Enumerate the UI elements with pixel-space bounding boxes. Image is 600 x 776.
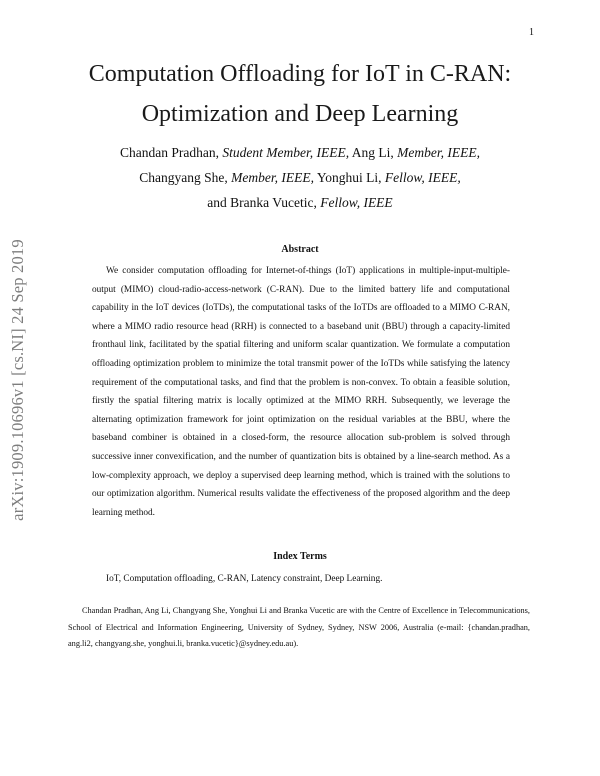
index-terms-text: IoT, Computation offloading, C-RAN, Latency constraint, Deep Learning. <box>106 574 383 584</box>
arxiv-identifier <box>4 180 32 580</box>
author-list <box>40 140 560 215</box>
paper-title <box>40 54 560 134</box>
abstract-body <box>92 262 510 522</box>
author-name: Yonghui Li, <box>316 170 382 185</box>
author-name: Changyang She, <box>139 170 228 185</box>
author-role: Fellow, IEEE, <box>384 170 461 185</box>
author-role: Member, IEEE, <box>231 170 314 185</box>
author-line-1 <box>40 140 560 165</box>
author-role: Member, IEEE, <box>397 145 480 160</box>
index-terms-body <box>92 574 510 584</box>
arxiv-identifier-text: arXiv:1909.10696v1 [cs.NI] 24 Sep 2019 <box>8 239 27 521</box>
author-name: Ang Li, <box>351 145 394 160</box>
author-role: Student Member, IEEE, <box>222 145 350 160</box>
affiliation-footnote <box>68 603 530 653</box>
abstract-heading: Abstract <box>281 244 319 255</box>
footnote-text: Chandan Pradhan, Ang Li, Changyang She, Yonghui Li and Branka Vucetic are with the Centre of Excellence in Telecommunications, School of Electrical and Information Engineering, University of Sydney, Sydney, NSW 2006, Australia (e-mail: {chandan.pradhan, ang.li2, changyang.she, yonghui.li, branka.vucetic}@sydney.edu.au). <box>68 606 530 648</box>
author-name: Chandan Pradhan, <box>120 145 219 160</box>
title-line-2: Optimization and Deep Learning <box>141 101 459 127</box>
index-terms-heading: Index Terms <box>273 551 327 562</box>
abstract-text: We consider computation offloading for Internet-of-things (IoT) applications in multiple-input-multiple-output (MIMO) cloud-radio-access-network (C-RAN). Due to the limited battery life and computational capability in the IoT devices (IoTDs), the computational tasks of the IoTDs are offloaded to a MIMO C-RAN, where a MIMO radio resource head (RRH) is connected to a baseband unit (BBU) through a capacity-limited fronthaul link, facilitated by the spatial filtering and uniform scalar quantization. We formulate a computation offloading optimization problem to minimize the total transmit power of the IoTDs while satisfying the latency requirement of the computational tasks, and find that the problem is non-convex. To obtain a feasible solution, firstly the spatial filtering matrix is locally optimized at the MIMO RRH. Subsequently, we leverage the alternating optimization framework for joint optimization on the residual variables at the BBU, where the baseband combiner is obtained in a closed-form, the resource allocation sub-problem is solved through successive inner convexification, and the number of quantization bits is obtained by a line-search method. As a low-complexity approach, we deploy a supervised deep learning method, which is trained with the solutions to our optimization algorithm. Numerical results validate the effectiveness of the proposed algorithm and the deep learning method. <box>92 266 510 518</box>
author-name: and Branka Vucetic, <box>207 195 317 210</box>
author-role: Fellow, IEEE <box>320 195 393 210</box>
author-line-2 <box>40 165 560 190</box>
page-number: 1 <box>529 27 534 38</box>
author-line-3 <box>40 190 560 215</box>
title-line-1: Computation Offloading for IoT in C-RAN: <box>88 61 512 87</box>
